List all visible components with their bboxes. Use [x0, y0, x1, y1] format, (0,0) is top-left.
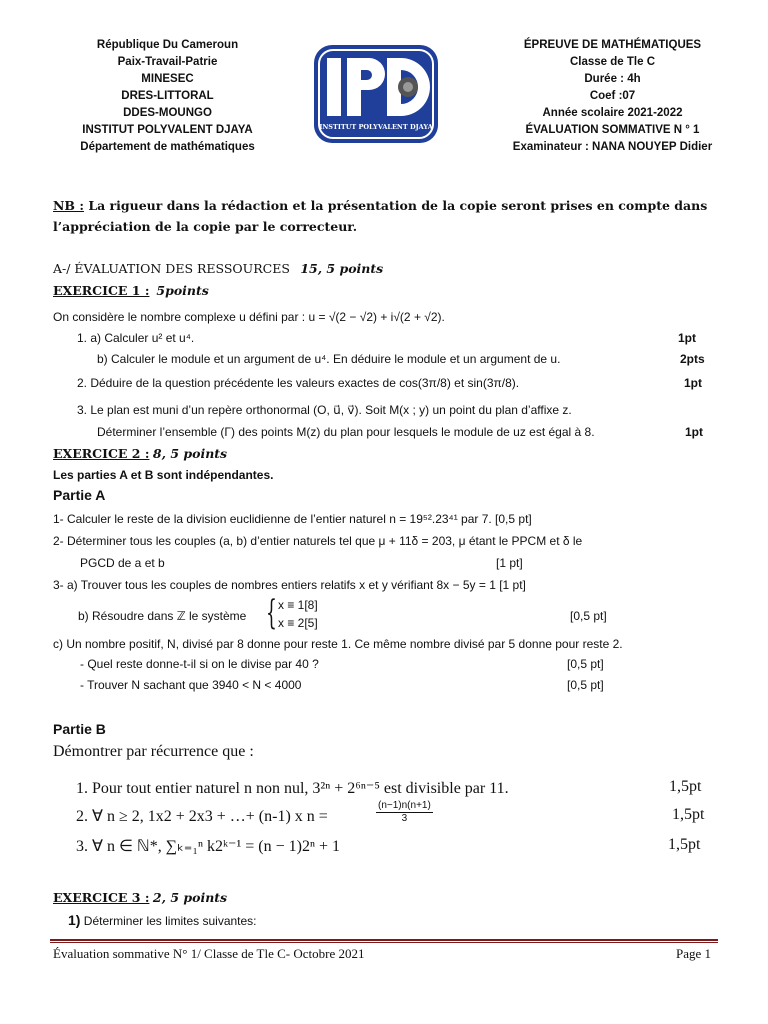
ex3-q1-number: 1)	[68, 912, 81, 928]
ex2-a1: 1- Calculer le reste de la division euclidienne de l’entier naturel n = 19⁵².23⁴¹ par 7. [0,5 pt]	[53, 512, 532, 526]
section-a-points: 15, 5 points	[300, 261, 384, 276]
part-b-q2-fraction	[376, 800, 433, 825]
system-eq-1: x ≡ 1[8]	[278, 598, 318, 612]
ex1-q1b: b) Calculer le module et un argument de u⁴. En déduire le module et un argument de u.	[97, 352, 561, 366]
ex2-a3b: b) Résoudre dans ℤ le système	[78, 609, 247, 623]
ex1-q1b-points: 2pts	[680, 352, 705, 366]
ex3-q1-text: Déterminer les limites suivantes:	[80, 914, 257, 928]
footer-rule	[50, 939, 718, 941]
footer-left: Évaluation sommative N° 1/ Classe de Tle C- Octobre 2021	[53, 946, 365, 961]
nb-text-2: l’appréciation de la copie par le correcteur.	[53, 219, 358, 234]
header-right	[500, 37, 725, 156]
ex2-a2: 2- Déterminer tous les couples (a, b) d’entier naturels tel que μ + 11δ = 203, μ étant le PPCM et δ le	[53, 534, 583, 548]
logo-caption: INSTITUT POLYVALENT DJAYA	[319, 123, 433, 131]
header-left-line: MINESEC	[141, 73, 194, 85]
ex2-a3c2: - Trouver N sachant que 3940 < N < 4000	[80, 678, 302, 692]
ex1-heading	[53, 283, 209, 298]
footer-rule-thin	[50, 942, 718, 943]
header-right-line: Année scolaire 2021-2022	[542, 107, 683, 119]
part-b-title: Partie B	[53, 721, 106, 737]
ex1-q1a: 1. a) Calculer u² et u⁴.	[77, 331, 195, 345]
part-b-q1: 1. Pour tout entier naturel n non nul, 3²ⁿ + 2⁶ⁿ⁻⁵ est divisible par 11.	[76, 780, 509, 797]
ex1-q3a: 3. Le plan est muni d’un repère orthonormal (O, u⃗, v⃗). Soit M(x ; y) un point du plan d’affixe z.	[77, 403, 572, 417]
part-b-q3-points: 1,5pt	[668, 836, 701, 853]
header-left	[60, 37, 275, 156]
header-left-line: INSTITUT POLYVALENT DJAYA	[82, 124, 253, 136]
ex1-q2-points: 1pt	[684, 376, 702, 390]
system-brace: {	[266, 593, 277, 633]
ex2-a3c2-points: [0,5 pt]	[567, 678, 604, 692]
ex2-a3c1: - Quel reste donne-t-il si on le divise par 40 ?	[80, 657, 319, 671]
ex1-q1a-points: 1pt	[678, 331, 696, 345]
header-right-line: ÉVALUATION SOMMATIVE N ° 1	[525, 124, 700, 136]
nb-line-1	[53, 198, 707, 213]
header-left-line: Paix-Travail-Patrie	[117, 56, 218, 68]
ex2-a3c1-points: [0,5 pt]	[567, 657, 604, 671]
part-a-title: Partie A	[53, 487, 106, 503]
header-right-line: Coef :07	[589, 90, 636, 102]
nb-text-1: La rigueur dans la rédaction et la présentation de la copie seront prises en compte dans	[83, 198, 708, 213]
header-left-line: DDES-MOUNGO	[123, 107, 212, 119]
ex2-a3c: c) Un nombre positif, N, divisé par 8 donne pour reste 1. Ce même nombre divisé par 5 donne pour reste 2.	[53, 637, 623, 651]
school-logo	[313, 44, 439, 144]
header-left-line: DRES-LITTORAL	[121, 90, 214, 102]
header-right-line: Classe de Tle C	[569, 56, 655, 68]
ex3-q1	[68, 912, 257, 928]
ex3-heading	[53, 890, 227, 905]
ex2-a2b: PGCD de a et b	[80, 556, 165, 570]
section-a-label: A-/ ÉVALUATION DES RESSOURCES	[53, 261, 290, 276]
ex2-title: EXERCICE 2 :	[53, 446, 150, 461]
ex2-points: 8, 5 points	[152, 446, 228, 461]
system-eq-2: x ≡ 2[5]	[278, 616, 318, 630]
fraction-denominator: 3	[401, 813, 408, 824]
header-left-line: République Du Cameroun	[96, 39, 239, 51]
section-a-title	[53, 261, 383, 276]
header-right-line: Examinateur : NANA NOUYEP Didier	[512, 141, 713, 153]
header-right-line: ÉPREUVE DE MATHÉMATIQUES	[523, 39, 702, 51]
header-right-line: Durée : 4h	[584, 73, 641, 85]
ex3-title: EXERCICE 3 :	[53, 890, 150, 905]
part-b-q2: 2. ∀ n ≥ 2, 1x2 + 2x3 + …+ (n-1) x n =	[76, 808, 328, 825]
ex2-note: Les parties A et B sont indépendantes.	[53, 468, 274, 482]
ex1-q2: 2. Déduire de la question précédente les valeurs exactes de cos(3π/8) et sin(3π/8).	[77, 376, 520, 390]
part-b-q3: 3. ∀ n ∈ ℕ*, ∑ₖ₌₁ⁿ k2ᵏ⁻¹ = (n − 1)2ⁿ + 1	[76, 838, 341, 855]
header-left-line: Département de mathématiques	[80, 141, 255, 153]
ex2-a2-points: [1 pt]	[496, 556, 523, 570]
ex2-a3b-points: [0,5 pt]	[570, 609, 607, 623]
ex2-heading	[53, 446, 227, 461]
ex1-points: 5points	[156, 283, 209, 298]
ex2-a3a: 3- a) Trouver tous les couples de nombres entiers relatifs x et y vérifiant 8x − 5y = 1 [1 pt]	[53, 578, 526, 592]
ex1-title: EXERCICE 1 :	[53, 283, 150, 298]
footer-page-number: Page 1	[676, 946, 712, 961]
ex3-points: 2, 5 points	[152, 890, 228, 905]
ex1-q3-points: 1pt	[685, 425, 703, 439]
part-b-q1-points: 1,5pt	[669, 778, 702, 795]
part-b-q2-points: 1,5pt	[672, 806, 705, 823]
fraction-numerator: (n−1)n(n+1)	[378, 800, 431, 811]
nb-label: NB :	[53, 198, 84, 213]
part-b-intro: Démontrer par récurrence que :	[53, 743, 254, 760]
ex1-intro: On considère le nombre complexe u défini par : u = √(2 − √2) + i√(2 + √2).	[53, 310, 445, 324]
ex1-q3b: Déterminer l’ensemble (Γ) des points M(z) du plan pour lesquels le module de uz est égal à 8.	[97, 425, 595, 439]
